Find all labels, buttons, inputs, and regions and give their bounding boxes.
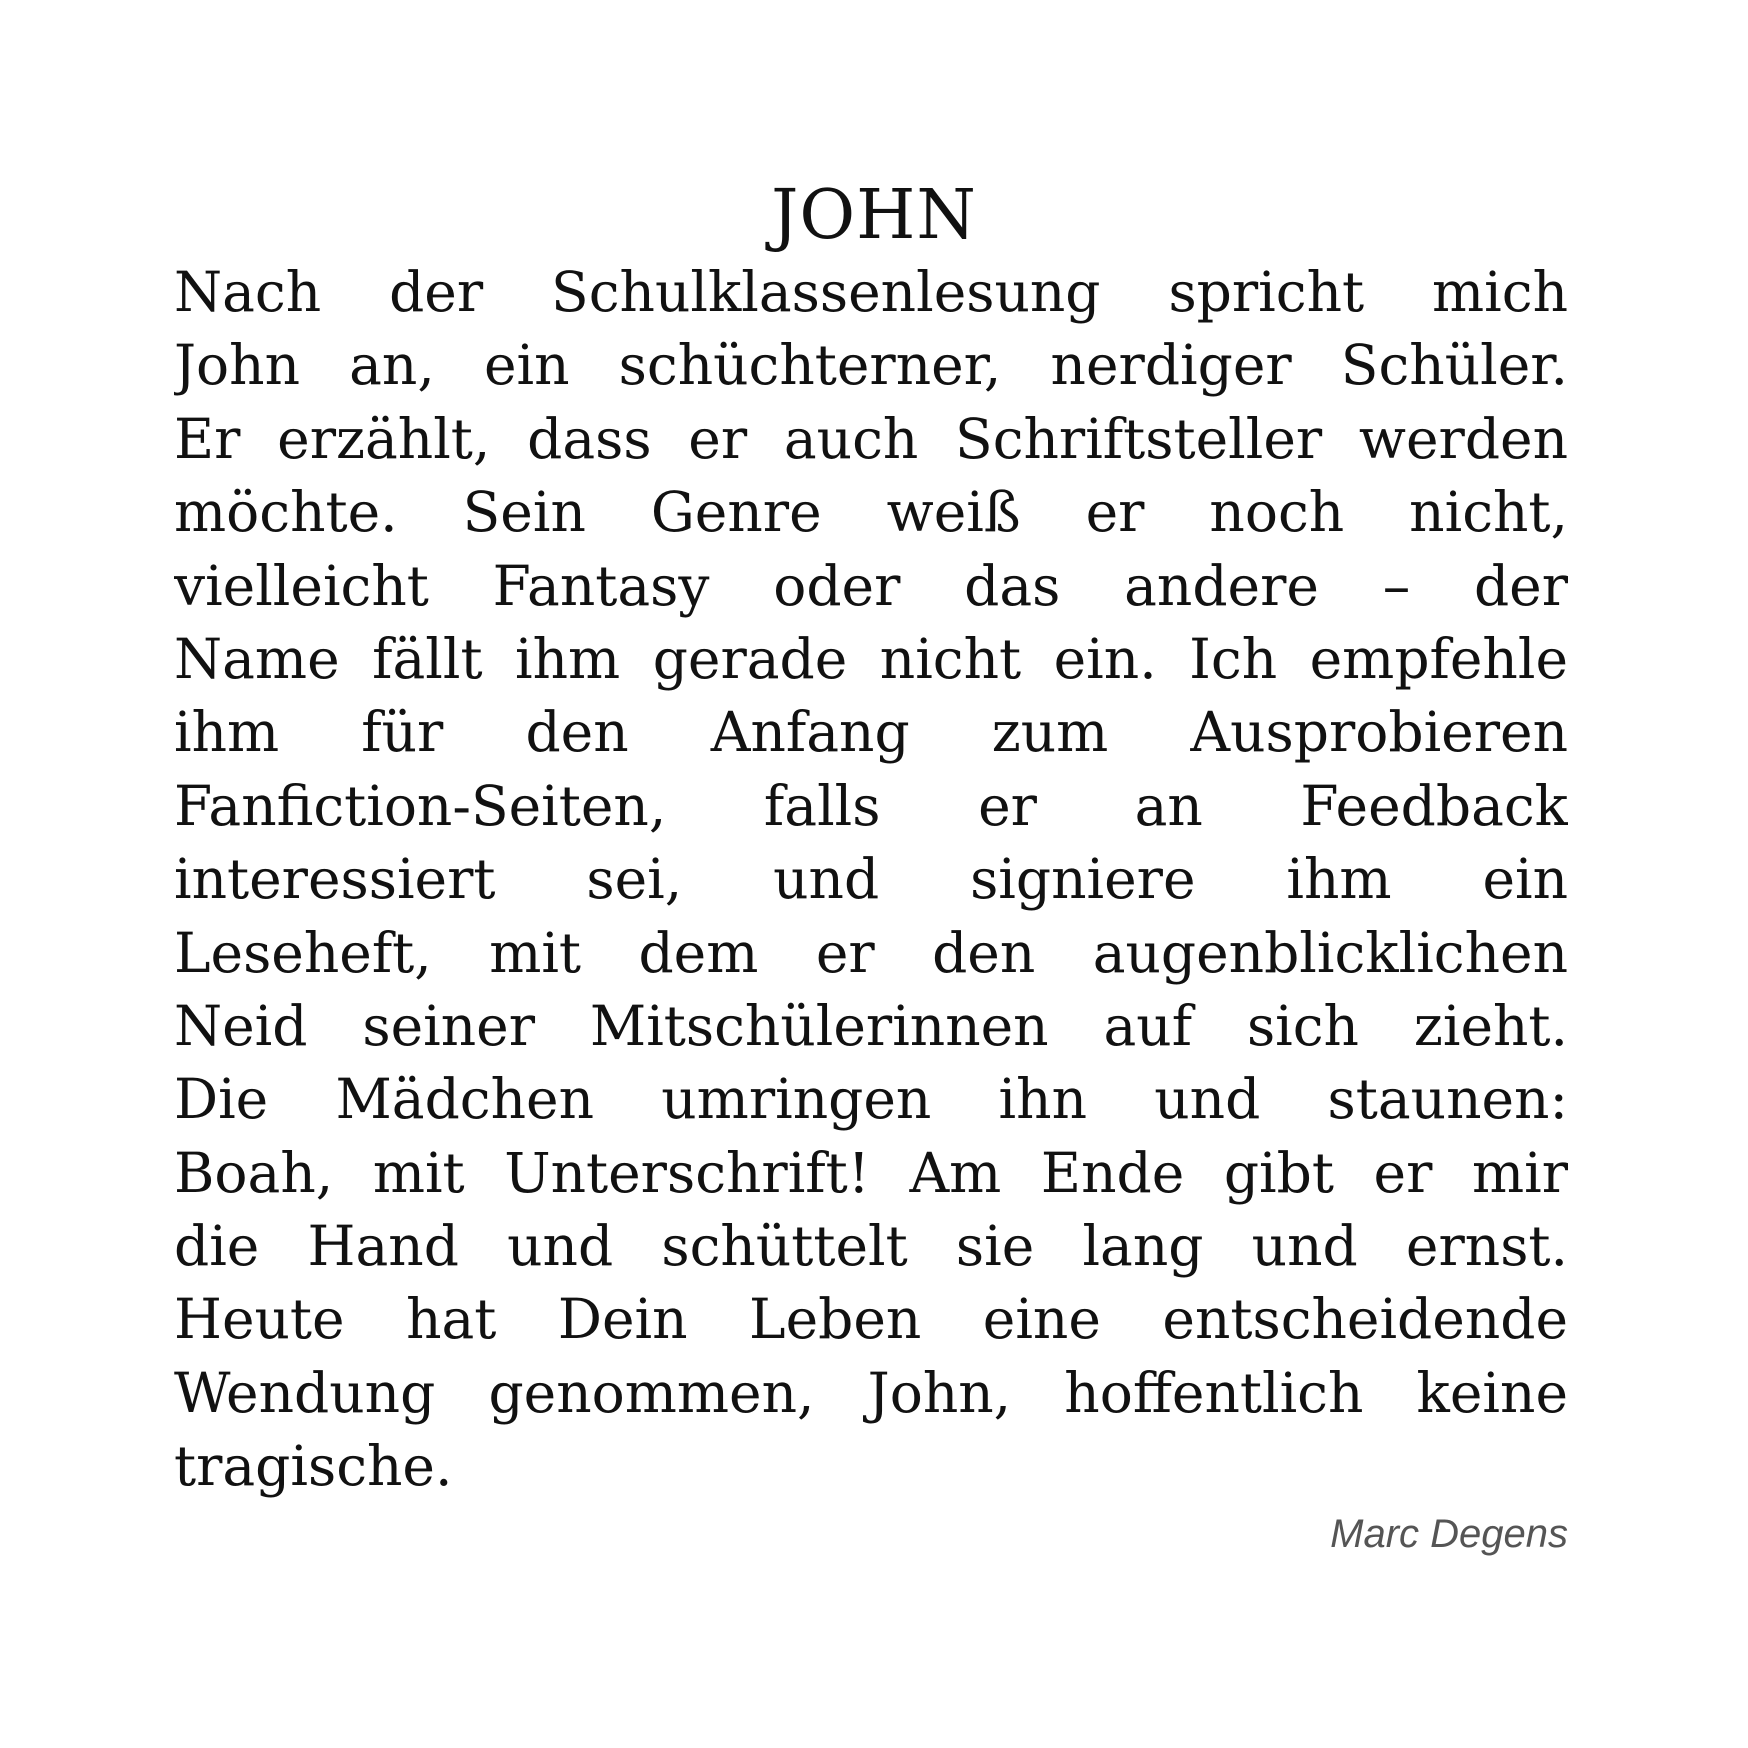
story-line: Fanfiction-Seiten, falls er an Feedback bbox=[174, 773, 1568, 838]
story-line: interessiert sei, und signiere ihm ein bbox=[174, 847, 1568, 912]
story-title: JOHN bbox=[771, 176, 977, 255]
story-line: Name fällt ihm gerade nicht ein. Ich empfehle bbox=[174, 626, 1568, 691]
story-line: Die Mädchen umringen ihn und staunen: bbox=[174, 1067, 1568, 1132]
story-text bbox=[174, 256, 1568, 1504]
story-line: Boah, mit Unterschrift! Am Ende gibt er mir bbox=[174, 1140, 1568, 1205]
story-line: Nach der Schulklassenlesung spricht mich bbox=[174, 260, 1568, 324]
story-line: die Hand und schüttelt sie lang und ernst. bbox=[174, 1214, 1568, 1279]
story-line: tragische. bbox=[174, 1434, 453, 1499]
story-line: ihm für den Anfang zum Ausprobieren bbox=[174, 700, 1568, 765]
author-name: Marc Degens bbox=[1330, 1512, 1568, 1556]
story-line: Wendung genommen, John, hoffentlich keine bbox=[174, 1360, 1568, 1425]
story-line: vielleicht Fantasy oder das andere – der bbox=[174, 553, 1568, 618]
story-line: Heute hat Dein Leben eine entscheidende bbox=[174, 1287, 1568, 1352]
story-line: Er erzählt, dass er auch Schriftsteller werden bbox=[174, 406, 1568, 471]
story-line: Leseheft, mit dem er den augenblicklichen bbox=[174, 920, 1568, 985]
story-line: John an, ein schüchterner, nerdiger Schüler. bbox=[174, 333, 1568, 398]
story-line: möchte. Sein Genre weiß er noch nicht, bbox=[174, 480, 1568, 545]
story-line: Neid seiner Mitschülerinnen auf sich zieht. bbox=[174, 993, 1568, 1058]
